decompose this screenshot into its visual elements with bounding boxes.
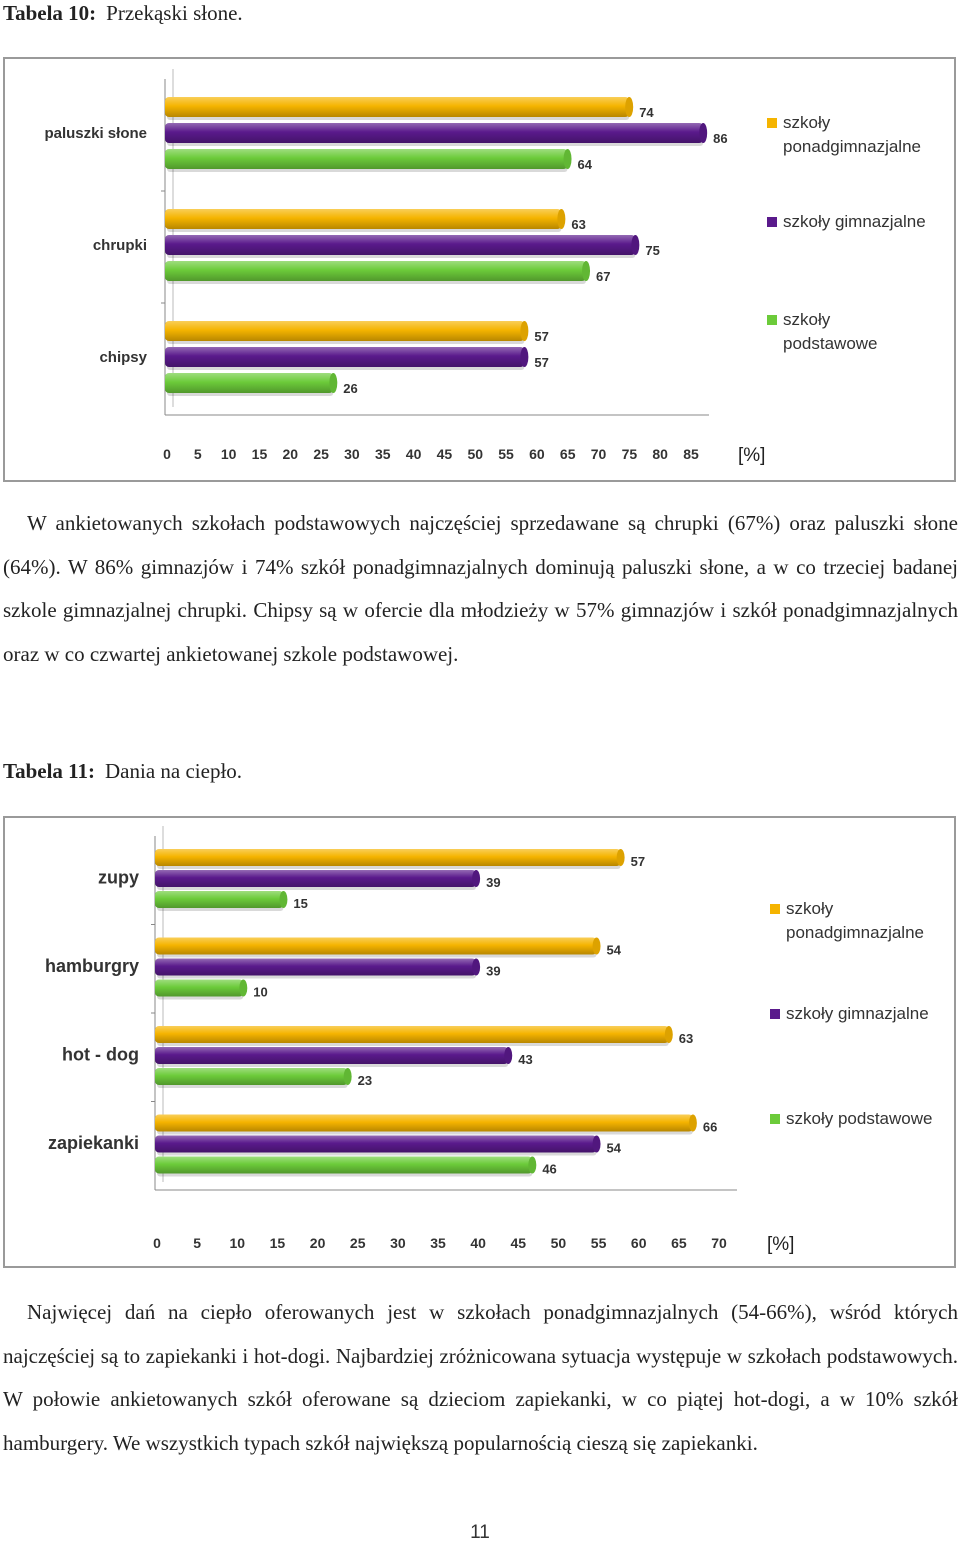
chart10-tick-label: 15 (251, 446, 268, 462)
chart10-bar (165, 209, 561, 229)
paragraph-hot-dishes-text: Najwięcej dań na ciepło oferowanych jest w szkołach ponadgimnazjalnych (54-66%), wśród których najczęściej są to zapiekanki i hot-dogi. Najbardziej zróżnicowana sytuacja występuje w szkołach podstawowych. W połowie ankietowanych szkół oferowane są dzieciom zapiekanki, w co piątej hot-dogi, a w 10% szkół hamburgery. We wszystkich typach szkół największą popularnością cieszą się zapiekanki. (3, 1300, 958, 1455)
chart11-legend-label: szkoły podstawowe (786, 1109, 933, 1128)
chart10-bar-cap (631, 235, 639, 255)
chart11-bar (155, 1068, 348, 1085)
chart10-legend-label: szkoły gimnazjalne (783, 212, 926, 231)
chart10-bar (165, 347, 524, 367)
chart10-legend-swatch (767, 217, 777, 227)
chart11-tick-label: 40 (470, 1235, 486, 1251)
chart11-bar (155, 1047, 508, 1064)
chart10-bar (165, 235, 635, 255)
chart10-data-label: 57 (534, 355, 549, 370)
chart11-bar-cap (239, 980, 247, 997)
chart11-legend-label: szkoły (786, 899, 834, 918)
chart11-data-label: 57 (630, 854, 646, 869)
chart10-data-label: 57 (534, 329, 549, 344)
table10-caption (3, 1, 243, 26)
chart10-tick-label: 5 (193, 446, 202, 462)
chart11-tick-label: 5 (193, 1235, 202, 1251)
chart10-unit-label: [%] (738, 445, 766, 466)
chart10-data-label: 67 (596, 269, 611, 284)
chart10-bar (165, 123, 703, 143)
paragraph-salty-snacks (3, 502, 958, 722)
chart11-category-label: hot - dog (62, 1044, 139, 1065)
chart11-legend-swatch (770, 1009, 780, 1019)
chart11-tick-label: 35 (430, 1235, 446, 1251)
chart11-bar-cap (472, 959, 480, 976)
chart11-tick-label: 70 (711, 1235, 727, 1251)
chart11-data-label: 54 (606, 1140, 622, 1156)
chart10-bar (165, 97, 629, 117)
chart-salty-snacks (3, 57, 956, 482)
chart10-tick-label: 80 (652, 446, 668, 462)
table11-caption (3, 759, 242, 784)
chart10-legend-label: podstawowe (783, 334, 878, 353)
chart11-bar-cap (665, 1026, 673, 1043)
chart11-data-label: 63 (678, 1031, 694, 1046)
chart11-tick-label: 45 (510, 1235, 527, 1251)
chart10-data-label: 75 (645, 243, 660, 258)
chart-salty-snacks-svg (5, 59, 958, 484)
chart10-tick-label: 10 (220, 446, 237, 462)
chart11-bar (155, 891, 283, 908)
chart-hot-dishes-svg (5, 818, 958, 1270)
chart11-data-label: 46 (542, 1161, 557, 1177)
chart11-bar (155, 1026, 669, 1043)
chart10-data-label: 86 (713, 131, 728, 146)
chart11-bar (155, 1157, 532, 1174)
chart11-tick-label: 20 (309, 1235, 326, 1251)
chart10-tick-label: 50 (467, 446, 484, 462)
chart11-bar (155, 870, 476, 887)
table11-caption-title: Dania na ciepło. (105, 759, 243, 783)
chart11-bar-cap (593, 1136, 601, 1153)
chart11-legend-swatch (770, 904, 780, 914)
chart11-bar-cap (344, 1068, 352, 1085)
chart11-bar-cap (279, 891, 287, 908)
chart11-bar-cap (617, 849, 625, 866)
chart10-tick-label: 40 (405, 446, 422, 462)
chart10-data-label: 26 (343, 381, 358, 396)
chart10-data-label: 74 (639, 105, 654, 120)
chart11-bar-cap (472, 870, 480, 887)
chart10-bar-cap (557, 209, 565, 229)
chart11-tick-label: 60 (630, 1235, 647, 1251)
chart11-unit-label: [%] (767, 1234, 795, 1255)
chart10-tick-label: 20 (282, 446, 299, 462)
chart10-tick-label: 70 (590, 446, 607, 462)
chart10-tick-label: 65 (559, 446, 576, 462)
chart10-legend-label: szkoły (783, 113, 831, 132)
chart11-bar-cap (689, 1115, 697, 1132)
chart11-tick-label: 10 (229, 1235, 246, 1251)
chart11-bar-cap (593, 938, 601, 955)
chart11-data-label: 23 (357, 1073, 373, 1088)
chart10-legend-swatch (767, 315, 777, 325)
chart10-tick-label: 35 (374, 446, 391, 462)
chart11-tick-label: 0 (153, 1235, 161, 1251)
table10-caption-label: Tabela 10: (3, 1, 97, 25)
chart10-data-label: 63 (571, 217, 586, 232)
chart11-data-label: 39 (486, 963, 501, 979)
chart10-bar (165, 321, 524, 341)
chart10-category-label: chipsy (99, 349, 147, 366)
chart10-bar-cap (520, 347, 528, 367)
chart11-bar (155, 938, 597, 955)
chart10-tick-label: 45 (436, 446, 453, 462)
chart11-data-label: 39 (486, 875, 501, 890)
chart11-tick-label: 30 (390, 1235, 406, 1251)
chart10-tick-label: 60 (529, 446, 545, 462)
chart10-tick-label: 85 (683, 446, 699, 462)
chart10-tick-label: 25 (313, 446, 329, 462)
chart11-legend-label: ponadgimnazjalne (786, 923, 924, 942)
chart11-category-label: hamburgry (44, 956, 139, 976)
chart10-bar-cap (699, 123, 707, 143)
chart10-tick-label: 55 (498, 446, 514, 462)
paragraph-salty-snacks-text: W ankietowanych szkołach podstawowych najczęściej sprzedawane są chrupki (67%) oraz paluszki słone (64%). W 86% gimnazjów i 74% szkół ponadgimnazjalnych dominują paluszki słone, a w co trzeciej badanej szkole gimnazjalnej chrupki. Chipsy są w ofercie dla młodzieży w 57% gimnazjów i szkół ponadgimnazjalnych oraz w co czwartej ankietowanej szkole podstawowej. (3, 511, 958, 666)
chart10-category-label: chrupki (92, 237, 147, 254)
chart11-bar (155, 1136, 597, 1153)
chart11-data-label: 15 (293, 896, 308, 911)
chart11-bar (155, 959, 476, 976)
chart11-tick-label: 65 (671, 1235, 687, 1251)
chart11-legend-label: szkoły gimnazjalne (786, 1004, 929, 1023)
chart11-data-label: 66 (702, 1119, 718, 1135)
chart10-legend-swatch (767, 118, 777, 128)
chart-hot-dishes (3, 816, 956, 1268)
chart10-bar-cap (582, 261, 590, 281)
chart11-bar-cap (504, 1047, 512, 1064)
chart10-category-label: paluszki słone (44, 125, 147, 142)
chart10-bar-cap (625, 97, 633, 117)
chart11-tick-label: 25 (349, 1235, 366, 1251)
chart11-legend-swatch (770, 1114, 780, 1124)
chart11-tick-label: 15 (269, 1235, 286, 1251)
chart10-tick-label: 0 (163, 446, 171, 462)
paragraph-hot-dishes (3, 1291, 958, 1511)
chart10-tick-label: 30 (344, 446, 360, 462)
chart11-category-label: zupy (97, 867, 139, 888)
chart11-data-label: 43 (518, 1052, 533, 1067)
chart10-bar-cap (564, 149, 572, 169)
chart10-bar-cap (520, 321, 528, 341)
table10-caption-title: Przekąski słone. (106, 1, 243, 25)
chart11-tick-label: 55 (590, 1235, 607, 1251)
chart10-tick-label: 75 (621, 446, 638, 462)
chart11-data-label: 54 (606, 942, 622, 958)
chart11-category-label: zapiekanki (47, 1133, 139, 1153)
chart10-data-label: 64 (577, 157, 593, 172)
chart10-bar (165, 373, 333, 393)
chart11-data-label: 10 (253, 984, 268, 1000)
chart10-bar (165, 149, 568, 169)
chart10-legend-label: szkoły (783, 310, 831, 329)
chart11-bar (155, 980, 243, 997)
chart10-bar-cap (329, 373, 337, 393)
chart10-bar (165, 261, 586, 281)
chart11-bar (155, 849, 621, 866)
table11-caption-label: Tabela 11: (3, 759, 95, 783)
chart10-legend-label: ponadgimnazjalne (783, 137, 921, 156)
chart11-tick-label: 50 (550, 1235, 567, 1251)
chart11-bar-cap (528, 1157, 536, 1174)
chart11-bar (155, 1115, 693, 1132)
page-number: 11 (470, 1522, 490, 1543)
